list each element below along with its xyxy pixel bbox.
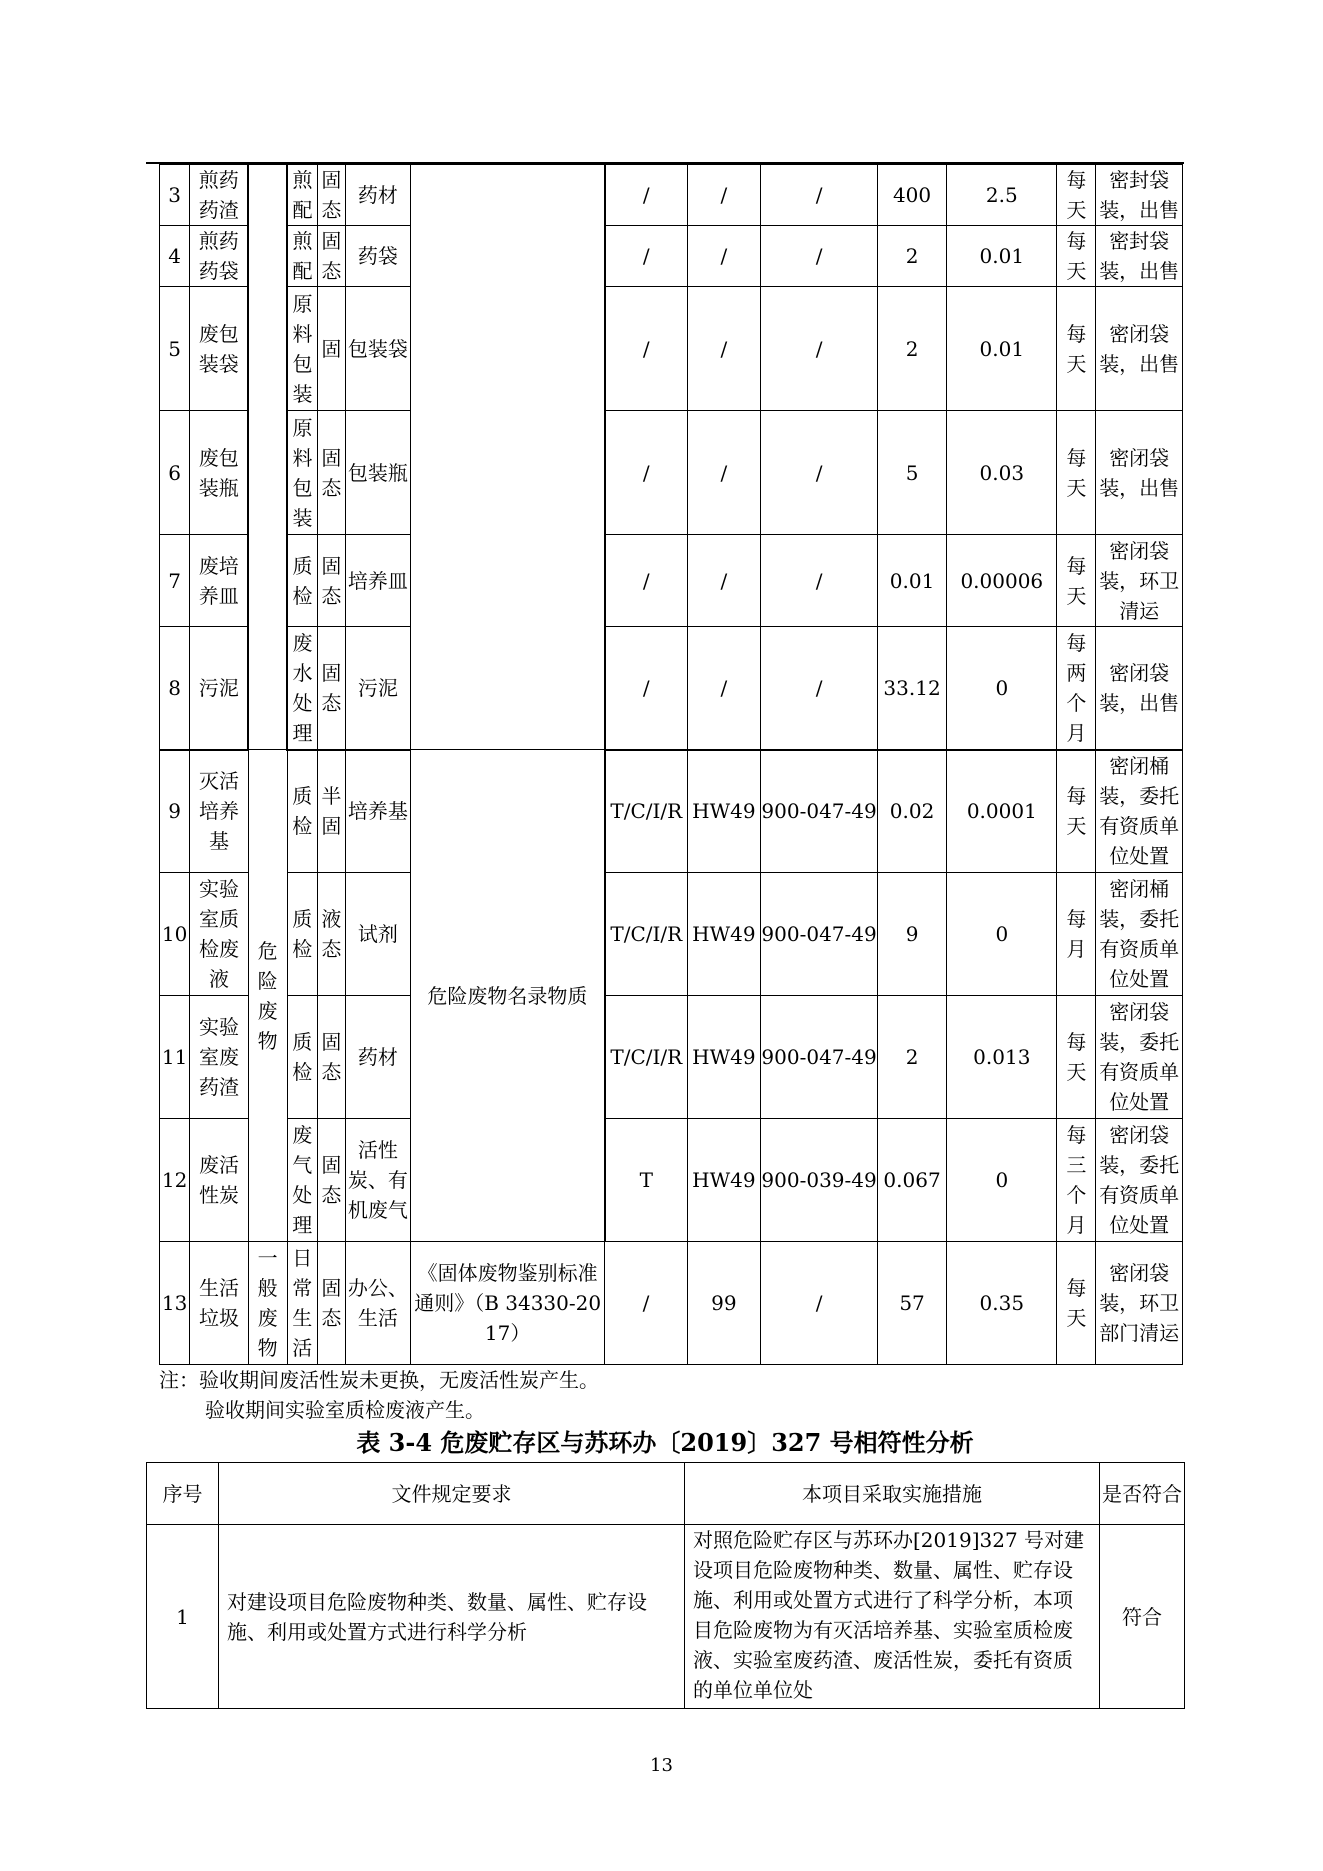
waste-code: / (761, 627, 878, 750)
annual-amount: 0.02 (877, 750, 946, 873)
disposal-method: 密闭袋装，出售 (1096, 411, 1183, 535)
waste-source: 质检 (287, 873, 317, 996)
hazard-property: T (605, 1119, 687, 1242)
annual-amount: 0.01 (877, 535, 946, 627)
waste-code: / (761, 1242, 878, 1365)
header-comply: 是否符合 (1100, 1463, 1185, 1525)
waste-name: 实验室质检废液 (190, 873, 248, 996)
hazard-property: / (605, 1242, 687, 1365)
frequency: 每三个月 (1057, 1119, 1096, 1242)
waste-code: / (761, 165, 878, 226)
row-no: 10 (160, 873, 190, 996)
main-component: 药袋 (345, 226, 410, 287)
waste-name: 废包装瓶 (190, 411, 248, 535)
daily-amount: 2.5 (947, 165, 1057, 226)
disposal-method: 密闭桶装，委托有资质单位处置 (1096, 873, 1183, 996)
compliance-table (146, 1462, 1185, 1709)
annual-amount: 2 (877, 287, 946, 411)
row-no: 7 (160, 535, 190, 627)
daily-amount: 0.01 (947, 287, 1057, 411)
table-row (160, 287, 1183, 411)
waste-category: / (687, 535, 761, 627)
table-row (160, 411, 1183, 535)
waste-code: 900-039-49 (761, 1119, 878, 1242)
table-row (160, 226, 1183, 287)
main-component: 包装瓶 (345, 411, 410, 535)
waste-category: / (687, 627, 761, 750)
annual-amount: 9 (877, 873, 946, 996)
disposal-method: 密闭袋装，环卫部门清运 (1096, 1242, 1183, 1365)
waste-code: / (761, 226, 878, 287)
frequency: 每天 (1057, 226, 1096, 287)
table-header-row (147, 1463, 1185, 1525)
main-component: 包装袋 (345, 287, 410, 411)
waste-name: 灭活培养基 (190, 750, 248, 873)
disposal-method: 密闭袋装，出售 (1096, 287, 1183, 411)
waste-source: 废水处理 (287, 627, 317, 750)
comply-status: 符合 (1100, 1525, 1185, 1709)
annual-amount: 2 (877, 226, 946, 287)
disposal-method: 密封袋装，出售 (1096, 165, 1183, 226)
hazard-property: T/C/I/R (605, 750, 687, 873)
hazard-property: / (605, 165, 687, 226)
daily-amount: 0.013 (947, 996, 1057, 1119)
waste-category: HW49 (687, 873, 761, 996)
waste-source: 废气处理 (287, 1119, 317, 1242)
waste-name: 实验室废药渣 (190, 996, 248, 1119)
header-no: 序号 (147, 1463, 219, 1525)
header-measure: 本项目采取实施措施 (685, 1463, 1100, 1525)
waste-category: / (687, 411, 761, 535)
waste-type-hazardous: 危险废物 (248, 750, 287, 1242)
waste-source: 质检 (287, 750, 317, 873)
table-row (160, 165, 1183, 226)
hazard-property: / (605, 535, 687, 627)
annual-amount: 400 (877, 165, 946, 226)
waste-source: 日常生活 (287, 1242, 317, 1365)
table-row (160, 1242, 1183, 1365)
daily-amount: 0.01 (947, 226, 1057, 287)
frequency: 每两个月 (1057, 627, 1096, 750)
disposal-method: 密闭桶装，委托有资质单位处置 (1096, 750, 1183, 873)
main-component: 培养基 (345, 750, 410, 873)
hazard-property: T/C/I/R (605, 873, 687, 996)
page-number: 13 (650, 1755, 673, 1776)
waste-category: / (687, 226, 761, 287)
frequency: 每天 (1057, 750, 1096, 873)
waste-form: 固态 (317, 627, 345, 750)
row-no: 9 (160, 750, 190, 873)
waste-code: 900-047-49 (761, 873, 878, 996)
hazard-property: / (605, 411, 687, 535)
disposal-method: 密闭袋装，委托有资质单位处置 (1096, 1119, 1183, 1242)
daily-amount: 0.35 (947, 1242, 1057, 1365)
basis-blank (410, 165, 605, 750)
main-component: 试剂 (345, 873, 410, 996)
waste-category: / (687, 165, 761, 226)
waste-form: 半固 (317, 750, 345, 873)
waste-code: / (761, 411, 878, 535)
annual-amount: 57 (877, 1242, 946, 1365)
note-line-2: 验收期间实验室质检废液产生。 (205, 1398, 485, 1422)
row-no: 5 (160, 287, 190, 411)
row-no: 13 (160, 1242, 190, 1365)
waste-name: 废活性炭 (190, 1119, 248, 1242)
waste-category: 99 (687, 1242, 761, 1365)
row-no: 12 (160, 1119, 190, 1242)
daily-amount: 0 (947, 1119, 1057, 1242)
frequency: 每天 (1057, 1242, 1096, 1365)
waste-category: / (687, 287, 761, 411)
waste-form: 固态 (317, 996, 345, 1119)
waste-source: 质检 (287, 535, 317, 627)
daily-amount: 0 (947, 627, 1057, 750)
table-row (160, 873, 1183, 996)
waste-type-blank (248, 165, 287, 750)
frequency: 每天 (1057, 411, 1096, 535)
main-component: 办公、生活 (345, 1242, 410, 1365)
annual-amount: 2 (877, 996, 946, 1119)
waste-code: / (761, 287, 878, 411)
hazard-property: / (605, 287, 687, 411)
frequency: 每天 (1057, 287, 1096, 411)
waste-form: 固 (317, 287, 345, 411)
waste-form: 固态 (317, 1242, 345, 1365)
daily-amount: 0 (947, 873, 1057, 996)
row-no: 11 (160, 996, 190, 1119)
waste-name: 污泥 (190, 627, 248, 750)
frequency: 每天 (1057, 996, 1096, 1119)
table-row (160, 750, 1183, 873)
frequency: 每月 (1057, 873, 1096, 996)
waste-form: 固态 (317, 226, 345, 287)
row-no: 3 (160, 165, 190, 226)
waste-category: HW49 (687, 1119, 761, 1242)
waste-name: 煎药药袋 (190, 226, 248, 287)
waste-form: 固态 (317, 535, 345, 627)
waste-source: 质检 (287, 996, 317, 1119)
row-no: 1 (147, 1525, 219, 1709)
waste-form: 液态 (317, 873, 345, 996)
daily-amount: 0.00006 (947, 535, 1057, 627)
disposal-method: 密闭袋装，环卫清运 (1096, 535, 1183, 627)
daily-amount: 0.0001 (947, 750, 1057, 873)
waste-form: 固态 (317, 1119, 345, 1242)
waste-name: 煎药药渣 (190, 165, 248, 226)
main-component: 药材 (345, 996, 410, 1119)
frequency: 每天 (1057, 535, 1096, 627)
hazard-property: T/C/I/R (605, 996, 687, 1119)
annual-amount: 33.12 (877, 627, 946, 750)
waste-source: 原料包装 (287, 411, 317, 535)
waste-code: 900-047-49 (761, 996, 878, 1119)
waste-form: 固态 (317, 411, 345, 535)
basis-general: 《固体废物鉴别标准通则》（B 34330-2017） (410, 1242, 605, 1365)
waste-category: HW49 (687, 996, 761, 1119)
waste-source: 煎配 (287, 165, 317, 226)
annual-amount: 0.067 (877, 1119, 946, 1242)
table-row (160, 996, 1183, 1119)
table-caption: 表 3-4 危废贮存区与苏环办〔2019〕327 号相符性分析 (356, 1428, 974, 1457)
row-no: 6 (160, 411, 190, 535)
waste-name: 废培养皿 (190, 535, 248, 627)
requirement-text: 对建设项目危险废物种类、数量、属性、贮存设施、利用或处置方式进行科学分析 (219, 1525, 685, 1709)
daily-amount: 0.03 (947, 411, 1057, 535)
hazard-property: / (605, 627, 687, 750)
table-row (160, 1119, 1183, 1242)
waste-source: 原料包装 (287, 287, 317, 411)
frequency: 每天 (1057, 165, 1096, 226)
measure-text: 对照危险贮存区与苏环办[2019]327 号对建设项目危险废物种类、数量、属性、贮存设施、利用或处置方式进行了科学分析，本项目危险废物为有灭活培养基、实验室质检废液、实验室废药渣、废活性炭，委托有资质的单位单位处 (685, 1525, 1100, 1709)
disposal-method: 密闭袋装，出售 (1096, 627, 1183, 750)
header-requirement: 文件规定要求 (219, 1463, 685, 1525)
row-no: 8 (160, 627, 190, 750)
main-component: 污泥 (345, 627, 410, 750)
main-component: 药材 (345, 165, 410, 226)
hazard-property: / (605, 226, 687, 287)
table-row (160, 535, 1183, 627)
waste-type-general: 一般废物 (248, 1242, 287, 1365)
basis-hazardous: 危险废物名录物质 (410, 750, 605, 1242)
waste-code: 900-047-49 (761, 750, 878, 873)
waste-source: 煎配 (287, 226, 317, 287)
note-line-1: 注：验收期间废活性炭未更换，无废活性炭产生。 (159, 1368, 599, 1392)
solid-waste-table (159, 164, 1183, 1365)
waste-name: 废包装袋 (190, 287, 248, 411)
main-component: 活性炭、有机废气 (345, 1119, 410, 1242)
main-component: 培养皿 (345, 535, 410, 627)
waste-name: 生活垃圾 (190, 1242, 248, 1365)
table-row (147, 1525, 1185, 1709)
disposal-method: 密封袋装，出售 (1096, 226, 1183, 287)
disposal-method: 密闭袋装，委托有资质单位处置 (1096, 996, 1183, 1119)
row-no: 4 (160, 226, 190, 287)
table-row (160, 627, 1183, 750)
waste-category: HW49 (687, 750, 761, 873)
waste-code: / (761, 535, 878, 627)
waste-form: 固态 (317, 165, 345, 226)
annual-amount: 5 (877, 411, 946, 535)
